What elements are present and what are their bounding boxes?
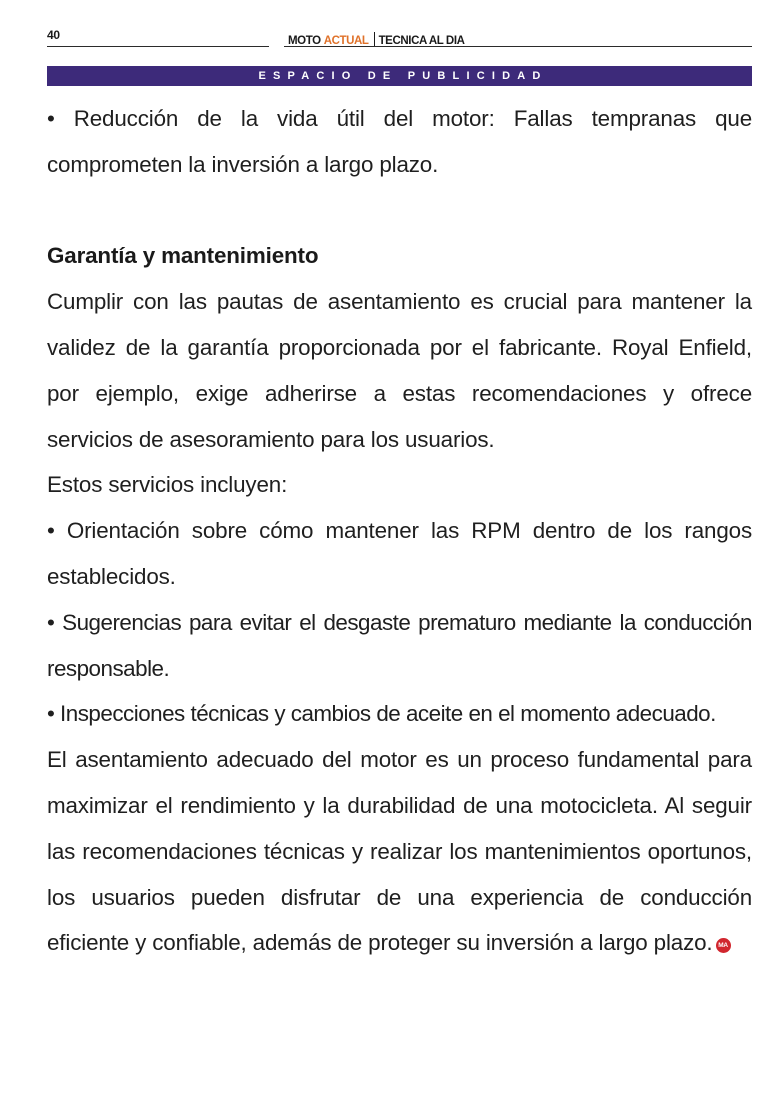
paragraph-spacer xyxy=(47,188,752,234)
header-rule-left xyxy=(47,46,269,47)
services-intro: Estos servicios incluyen: xyxy=(47,472,288,498)
conclusion-text: El asentamiento adecuado del motor es un proceso fundamental para maximizar el rendimiento y la durabilidad de una motocicleta. Al seguir las recomendaciones técnicas y realizar los mantenimientos oportunos, los usuarios pueden disfrutar de una experiencia de conducción eficiente y confiable, además de proteger su inversión a largo plazo. xyxy=(47,747,752,956)
masthead-divider xyxy=(374,32,375,46)
brand-actual: ACTUAL xyxy=(323,35,369,47)
brand-moto: MOTO xyxy=(288,35,321,47)
bullet-rpm: • Orientación sobre cómo mantener las RPM dentro de los rangos establecidos. xyxy=(47,518,752,589)
masthead xyxy=(288,32,465,48)
section-name: TECNICA AL DIA xyxy=(378,35,465,47)
page-number: 40 xyxy=(47,28,60,42)
ad-space-banner: ESPACIO DE PUBLICIDAD xyxy=(47,66,752,86)
bullet-lifespan: • Reducción de la vida útil del motor: Fallas tempranas que comprometen la inversión a largo plazo. xyxy=(47,106,752,177)
bullet-inspections: • Inspecciones técnicas y cambios de aceite en el momento adecuado. xyxy=(47,701,716,727)
section-heading: Garantía y mantenimiento xyxy=(47,243,319,269)
end-mark-logo: MA xyxy=(716,938,731,953)
bullet-driving: • Sugerencias para evitar el desgaste prematuro mediante la conducción responsable. xyxy=(47,609,752,681)
paragraph-warranty: Cumplir con las pautas de asentamiento es crucial para mantener la validez de la garantía proporcionada por el fabricante. Royal Enfield, por ejemplo, exige adherirse a estas recomendaciones y ofrece servicios de asesoramiento para los usuarios. xyxy=(47,289,752,452)
article-body xyxy=(47,96,752,966)
conclusion-paragraph xyxy=(47,737,752,966)
